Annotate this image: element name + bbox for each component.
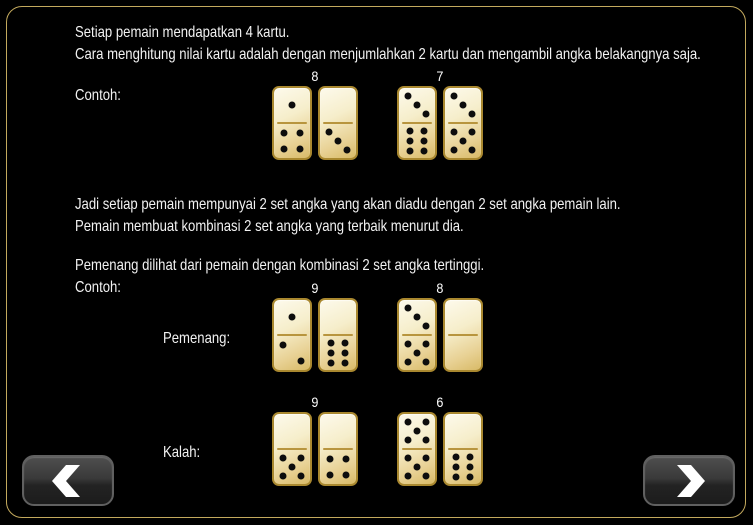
domino-pip (297, 358, 304, 365)
instruction-line: Pemenang dilihat dari pemain dengan kombinasi 2 set angka tertinggi. (75, 257, 485, 274)
domino-pip (422, 455, 429, 462)
domino-pip (414, 314, 421, 321)
domino-pip (343, 455, 350, 462)
domino-top-half (399, 88, 435, 122)
domino-pip (414, 428, 421, 435)
instruction-line: Pemain membuat kombinasi 2 set angka yang terbaik menurut dia. (75, 218, 464, 235)
prev-page-button[interactable] (22, 455, 114, 506)
domino-top-half (320, 414, 356, 448)
domino-card (443, 86, 483, 160)
domino-top-half (320, 88, 356, 122)
domino-pip (280, 472, 287, 479)
domino-top-half (274, 414, 310, 448)
domino-pair (272, 281, 358, 372)
domino-pip (422, 472, 429, 479)
domino-pip (422, 358, 429, 365)
domino-bottom-half (320, 124, 356, 158)
domino-pip (460, 138, 467, 145)
domino-pip (405, 304, 412, 311)
domino-pip (343, 472, 350, 479)
domino-pip (451, 92, 458, 99)
domino-pip (423, 323, 430, 330)
domino-pip (405, 419, 412, 426)
domino-pip (460, 102, 467, 109)
domino-card (443, 298, 483, 372)
domino-bottom-half (399, 450, 435, 484)
domino-pip (453, 454, 460, 461)
chevron-left-icon (51, 462, 85, 500)
pair-value-label: 8 (436, 280, 444, 296)
domino-top-half (274, 88, 310, 122)
domino-pip (289, 464, 296, 471)
pair-cards (272, 412, 358, 486)
domino-top-half (445, 88, 481, 122)
domino-pip (420, 138, 427, 145)
domino-pip (326, 128, 333, 135)
domino-pip (468, 146, 475, 153)
domino-pip (326, 472, 333, 479)
domino-pip (326, 455, 333, 462)
domino-pip (469, 111, 476, 118)
pair-cards (272, 86, 358, 160)
domino-pip (280, 146, 287, 153)
pair-value-label: 9 (311, 394, 319, 410)
domino-pip (297, 146, 304, 153)
domino-pip (328, 359, 335, 366)
domino-top-half (445, 300, 481, 334)
domino-card (318, 298, 358, 372)
domino-pip (405, 358, 412, 365)
domino-pip (414, 350, 421, 357)
instruction-line: Setiap pemain mendapatkan 4 kartu. (75, 24, 290, 41)
pair-value-label: 9 (311, 280, 319, 296)
domino-top-half (274, 300, 310, 334)
domino-bottom-half (445, 124, 481, 158)
domino-card (272, 86, 312, 160)
pair-value-label: 7 (436, 68, 444, 84)
pair-cards (397, 298, 483, 372)
domino-pip (405, 472, 412, 479)
domino-pip (405, 436, 412, 443)
domino-bottom-half (399, 336, 435, 370)
domino-pip (422, 419, 429, 426)
pair-value-label: 6 (436, 394, 444, 410)
domino-pip (344, 147, 351, 154)
domino-pip (423, 111, 430, 118)
domino-bottom-half (274, 124, 310, 158)
next-page-button[interactable] (643, 455, 735, 506)
domino-bottom-half (445, 450, 481, 484)
domino-top-half (445, 414, 481, 448)
domino-pip (405, 455, 412, 462)
winner-label: Pemenang: (163, 330, 231, 347)
domino-top-half (320, 300, 356, 334)
domino-card (443, 412, 483, 486)
domino-pip (466, 473, 473, 480)
domino-pair (397, 395, 483, 486)
domino-pip (405, 92, 412, 99)
domino-pip (280, 129, 287, 136)
chevron-right-icon (672, 462, 706, 500)
domino-pip (341, 340, 348, 347)
domino-pip (297, 472, 304, 479)
domino-bottom-half (274, 336, 310, 370)
domino-pip (422, 341, 429, 348)
domino-card (272, 412, 312, 486)
domino-pip (297, 455, 304, 462)
instruction-line: Jadi setiap pemain mempunyai 2 set angka yang akan diadu dengan 2 set angka pemain lain. (75, 196, 621, 213)
domino-card (272, 298, 312, 372)
domino-pip (453, 464, 460, 471)
domino-card (318, 86, 358, 160)
domino-pip (453, 473, 460, 480)
domino-pip (335, 138, 342, 145)
domino-top-half (399, 300, 435, 334)
domino-card (397, 86, 437, 160)
domino-pip (328, 340, 335, 347)
domino-pip (289, 314, 296, 321)
domino-pip (468, 129, 475, 136)
domino-pip (451, 129, 458, 136)
domino-pip (451, 146, 458, 153)
contoh-label: Contoh: (75, 87, 121, 104)
domino-pip (328, 350, 335, 357)
domino-pip (407, 128, 414, 135)
pair-cards (272, 298, 358, 372)
domino-top-half (399, 414, 435, 448)
pair-cards (397, 86, 483, 160)
domino-pip (280, 341, 287, 348)
domino-pip (289, 102, 296, 109)
domino-pair (397, 281, 483, 372)
domino-bottom-half (320, 450, 356, 484)
domino-bottom-half (320, 336, 356, 370)
domino-pip (297, 129, 304, 136)
domino-pip (414, 464, 421, 471)
domino-pip (341, 350, 348, 357)
domino-card (318, 412, 358, 486)
pair-value-label: 8 (311, 68, 319, 84)
domino-pair (397, 69, 483, 160)
domino-pip (466, 464, 473, 471)
domino-pip (341, 359, 348, 366)
domino-pip (466, 454, 473, 461)
domino-pair (272, 69, 358, 160)
domino-bottom-half (274, 450, 310, 484)
loser-label: Kalah: (163, 444, 201, 461)
domino-pip (420, 128, 427, 135)
domino-card (397, 412, 437, 486)
domino-bottom-half (445, 336, 481, 370)
contoh-label: Contoh: (75, 279, 121, 296)
domino-pip (414, 102, 421, 109)
domino-pip (420, 147, 427, 154)
domino-bottom-half (399, 124, 435, 158)
domino-pip (422, 436, 429, 443)
domino-card (397, 298, 437, 372)
domino-pip (407, 138, 414, 145)
domino-pair (272, 395, 358, 486)
domino-pip (405, 341, 412, 348)
instruction-line: Cara menghitung nilai kartu adalah dengan menjumlahkan 2 kartu dan mengambil angka belakangnya saja. (75, 46, 701, 63)
domino-pip (280, 455, 287, 462)
domino-pip (407, 147, 414, 154)
pair-cards (397, 412, 483, 486)
